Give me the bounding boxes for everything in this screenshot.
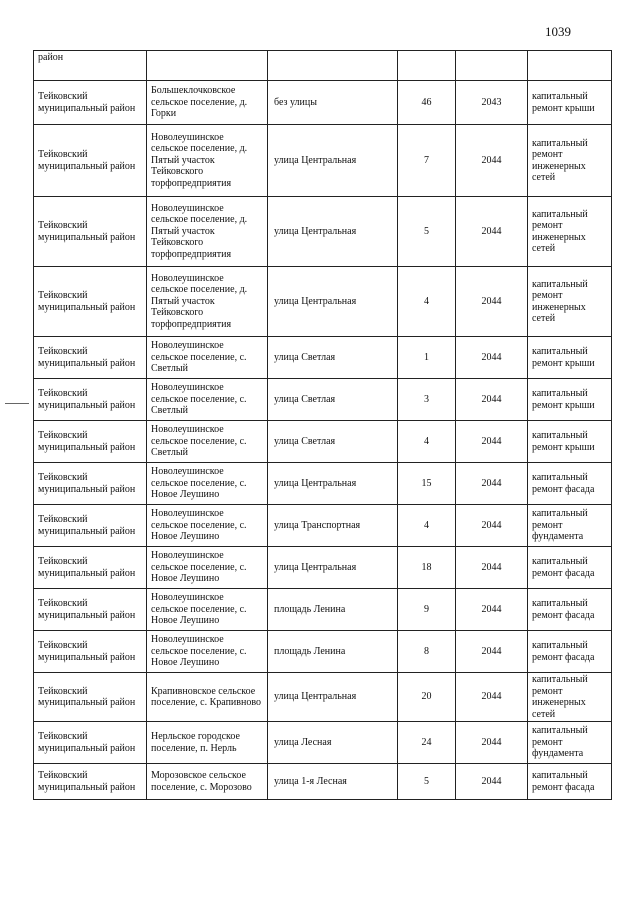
cell-district: Тейковский муниципальный район [34, 125, 147, 197]
table-row [34, 125, 612, 197]
cell-district: Тейковский муниципальный район [34, 764, 147, 800]
cell-settlement: Новолеушинское сельское поселение, д. Пятый участок Тейковского торфопредприятия [147, 125, 268, 197]
cell-work: капитальный ремонт инженерных сетей [528, 197, 612, 267]
cell-number: 7 [398, 125, 456, 197]
table-row [34, 337, 612, 379]
cell-settlement: Новолеушинское сельское поселение, с. Новое Леушино [147, 547, 268, 589]
cell-district: Тейковский муниципальный район [34, 337, 147, 379]
cell-settlement: Новолеушинское сельское поселение, с. Светлый [147, 421, 268, 463]
cell-street: улица Светлая [268, 337, 398, 379]
cell-street [268, 51, 398, 81]
cell-year: 2044 [456, 463, 528, 505]
cell-street: улица Транспортная [268, 505, 398, 547]
cell-settlement: Новолеушинское сельское поселение, д. Пятый участок Тейковского торфопредприятия [147, 197, 268, 267]
cell-work: капитальный ремонт фундамента [528, 722, 612, 764]
cell-year: 2044 [456, 547, 528, 589]
table-row [34, 421, 612, 463]
cell-settlement: Крапивновское сельское поселение, с. Крапивново [147, 673, 268, 722]
table-row [34, 81, 612, 125]
cell-work: капитальный ремонт крыши [528, 379, 612, 421]
cell-number: 18 [398, 547, 456, 589]
cell-work: капитальный ремонт крыши [528, 421, 612, 463]
table-row [34, 722, 612, 764]
cell-number: 4 [398, 267, 456, 337]
cell-street: площадь Ленина [268, 631, 398, 673]
cell-year: 2044 [456, 197, 528, 267]
cell-settlement: Новолеушинское сельское поселение, с. Новое Леушино [147, 631, 268, 673]
cell-work: капитальный ремонт фасада [528, 764, 612, 800]
cell-work: капитальный ремонт инженерных сетей [528, 267, 612, 337]
table-row [34, 547, 612, 589]
cell-district: Тейковский муниципальный район [34, 421, 147, 463]
cell-year: 2043 [456, 81, 528, 125]
cell-settlement: Новолеушинское сельское поселение, с. Новое Леушино [147, 505, 268, 547]
cell-year: 2044 [456, 267, 528, 337]
cell-work: капитальный ремонт крыши [528, 81, 612, 125]
cell-district: Тейковский муниципальный район [34, 673, 147, 722]
cell-street: улица Центральная [268, 125, 398, 197]
table-row [34, 505, 612, 547]
cell-district: Тейковский муниципальный район [34, 197, 147, 267]
cell-district: Тейковский муниципальный район [34, 722, 147, 764]
table-row [34, 764, 612, 800]
cell-district: Тейковский муниципальный район [34, 631, 147, 673]
cell-district: Тейковский муниципальный район [34, 463, 147, 505]
table-row [34, 673, 612, 722]
table-row [34, 267, 612, 337]
cell-street: улица Центральная [268, 673, 398, 722]
cell-settlement: Нерльское городское поселение, п. Нерль [147, 722, 268, 764]
cell-district: Тейковский муниципальный район [34, 589, 147, 631]
cell-work: капитальный ремонт фасада [528, 463, 612, 505]
cell-district: Тейковский муниципальный район [34, 81, 147, 125]
cell-work: капитальный ремонт фасада [528, 547, 612, 589]
cell-street: без улицы [268, 81, 398, 125]
cell-number: 24 [398, 722, 456, 764]
cell-year: 2044 [456, 673, 528, 722]
cell-year: 2044 [456, 125, 528, 197]
page-number: 1039 [545, 24, 571, 39]
table-row [34, 197, 612, 267]
cell-street: улица Центральная [268, 547, 398, 589]
cell-year: 2044 [456, 337, 528, 379]
cell-work: капитальный ремонт инженерных сетей [528, 125, 612, 197]
table-row [34, 589, 612, 631]
cell-settlement: Новолеушинское сельское поселение, с. Светлый [147, 337, 268, 379]
repair-schedule-table [33, 50, 612, 800]
cell-street: улица Центральная [268, 197, 398, 267]
table-row [34, 463, 612, 505]
cell-number: 5 [398, 764, 456, 800]
cell-street: улица 1-я Лесная [268, 764, 398, 800]
cell-number: 9 [398, 589, 456, 631]
cell-year: 2044 [456, 764, 528, 800]
table-body [34, 51, 612, 800]
cell-street: площадь Ленина [268, 589, 398, 631]
cell-number: 46 [398, 81, 456, 125]
cell-number: 20 [398, 673, 456, 722]
table-row [34, 51, 612, 81]
cell-street: улица Центральная [268, 463, 398, 505]
cell-settlement: Новолеушинское сельское поселение, с. Светлый [147, 379, 268, 421]
cell-number: 4 [398, 421, 456, 463]
cell-year: 2044 [456, 505, 528, 547]
cell-year: 2044 [456, 722, 528, 764]
cell-settlement [147, 51, 268, 81]
cell-work [528, 51, 612, 81]
table-row [34, 631, 612, 673]
cell-district: Тейковский муниципальный район [34, 505, 147, 547]
cell-work: капитальный ремонт инженерных сетей [528, 673, 612, 722]
cell-district: район [34, 51, 147, 81]
cell-year [456, 51, 528, 81]
cell-settlement: Морозовское сельское поселение, с. Морозово [147, 764, 268, 800]
cell-street: улица Светлая [268, 379, 398, 421]
cell-number: 15 [398, 463, 456, 505]
cell-number [398, 51, 456, 81]
cell-work: капитальный ремонт крыши [528, 337, 612, 379]
cell-settlement: Новолеушинское сельское поселение, с. Новое Леушино [147, 463, 268, 505]
margin-mark [5, 403, 29, 404]
cell-number: 4 [398, 505, 456, 547]
cell-year: 2044 [456, 421, 528, 463]
cell-street: улица Центральная [268, 267, 398, 337]
cell-street: улица Светлая [268, 421, 398, 463]
cell-number: 3 [398, 379, 456, 421]
cell-year: 2044 [456, 379, 528, 421]
cell-year: 2044 [456, 631, 528, 673]
cell-settlement: Большеклочковское сельское поселение, д. Горки [147, 81, 268, 125]
cell-district: Тейковский муниципальный район [34, 267, 147, 337]
housing-repair-table [33, 50, 612, 800]
cell-year: 2044 [456, 589, 528, 631]
cell-work: капитальный ремонт фундамента [528, 505, 612, 547]
cell-district: Тейковский муниципальный район [34, 379, 147, 421]
cell-number: 8 [398, 631, 456, 673]
cell-number: 1 [398, 337, 456, 379]
table-row [34, 379, 612, 421]
cell-number: 5 [398, 197, 456, 267]
cell-street: улица Лесная [268, 722, 398, 764]
cell-settlement: Новолеушинское сельское поселение, с. Новое Леушино [147, 589, 268, 631]
cell-work: капитальный ремонт фасада [528, 631, 612, 673]
cell-settlement: Новолеушинское сельское поселение, д. Пятый участок Тейковского торфопредприятия [147, 267, 268, 337]
cell-district: Тейковский муниципальный район [34, 547, 147, 589]
cell-work: капитальный ремонт фасада [528, 589, 612, 631]
